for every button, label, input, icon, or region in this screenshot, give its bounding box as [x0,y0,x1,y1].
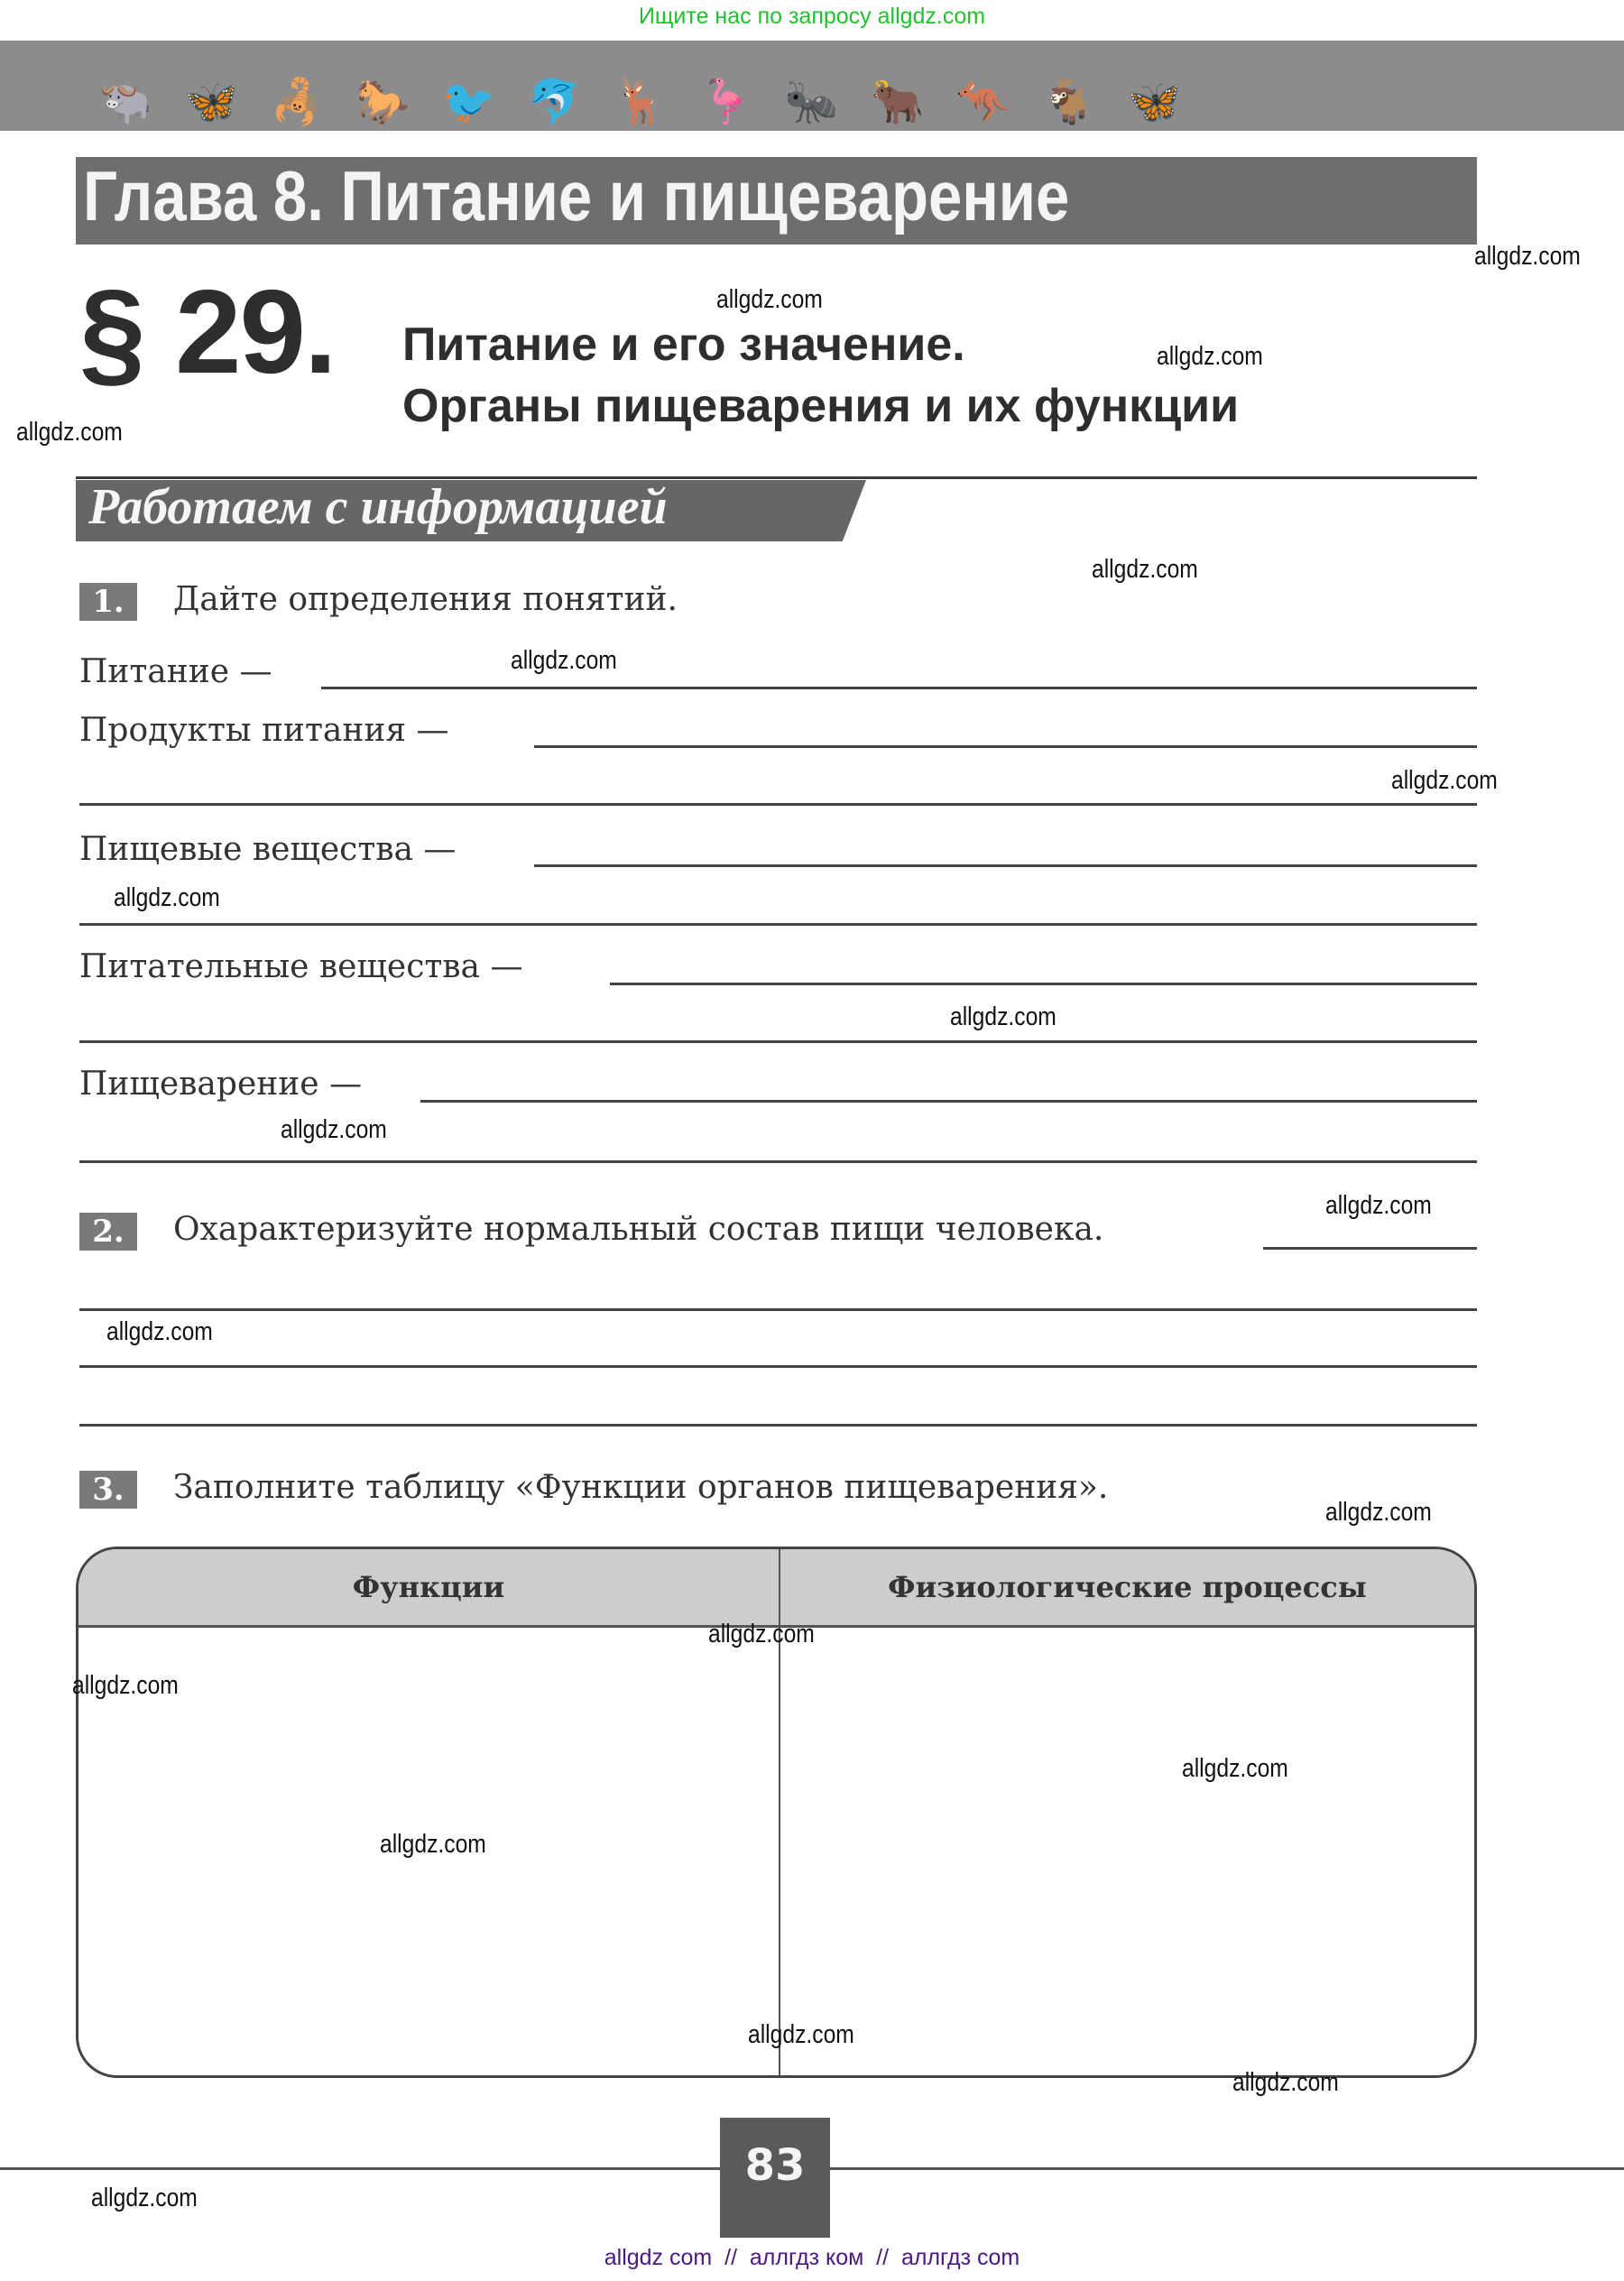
term-nutrition: Питание — [79,653,272,690]
butterfly-icon: 🦋 [1127,77,1182,127]
term-digestion: Пищеварение — [79,1066,362,1103]
animal-header-strip [0,41,1624,131]
task-3-badge: 3. [79,1471,137,1509]
answer-line[interactable] [420,1100,1477,1103]
task-1-badge: 1. [79,583,137,621]
answer-line[interactable] [79,1308,1477,1311]
watermark: allgdz.com [72,1671,179,1700]
answer-line[interactable] [79,923,1477,926]
table-header-processes: Физиологические процессы [888,1570,1367,1604]
answer-line[interactable] [79,1424,1477,1427]
watermark: allgdz.com [1325,1191,1432,1220]
task-2-badge: 2. [79,1213,137,1251]
paragraph-title-line2: Органы пищеварения и их функции [402,380,1240,432]
watermark: allgdz.com [380,1830,486,1859]
watermark: allgdz.com [1092,555,1198,584]
watermark: allgdz.com [1232,2068,1339,2097]
watermark: allgdz.com [1182,1754,1288,1783]
answer-line[interactable] [610,983,1477,985]
horse-icon: 🐎 [355,77,411,127]
bottom-site-note: allgdz com // аллгдз ком // аллгдз com [604,2245,1020,2270]
watermark: allgdz.com [1474,242,1581,271]
task-3-text: Заполните таблицу «Функции органов пищеварения». [173,1469,1109,1506]
watermark: allgdz.com [281,1115,387,1144]
section-banner-title: Работаем с информацией [88,479,668,535]
term-food-products: Продукты питания — [79,712,449,749]
task-1-text: Дайте определения понятий. [173,581,678,618]
watermark: allgdz.com [950,1002,1057,1031]
table-header-row [78,1549,1474,1628]
answer-line[interactable] [79,1160,1477,1163]
answer-line[interactable] [79,1040,1477,1043]
answer-line[interactable] [534,864,1477,867]
paragraph-title-line1: Питание и его значение. [402,319,965,371]
paragraph-number: § 29. [79,265,336,398]
insect-icon: 🐜 [784,77,839,127]
watermark: allgdz.com [1391,766,1498,795]
watermark: allgdz.com [91,2184,198,2212]
watermark: allgdz.com [511,646,617,675]
dolphin-icon: 🐬 [527,77,582,127]
watermark: allgdz.com [106,1317,213,1346]
watermark: allgdz.com [716,285,823,314]
term-nutrients: Питательные вещества — [79,948,523,985]
watermark: allgdz.com [16,418,123,447]
bird-icon: 🐦 [441,77,496,127]
bison-icon: 🐃 [98,77,153,127]
scorpion-icon: 🦂 [270,77,325,127]
butterfly-icon: 🦋 [184,77,239,127]
term-food-substances: Пищевые вещества — [79,831,457,868]
moose-icon: 🦌 [613,77,668,127]
watermark: allgdz.com [708,1620,815,1648]
answer-line[interactable] [321,687,1477,689]
page-number: 83 [744,2140,806,2191]
task-2-text: Охарактеризуйте нормальный состав пищи человека. [173,1211,1104,1248]
answer-line[interactable] [79,803,1477,806]
kangaroo-icon: 🦘 [955,77,1010,127]
table-cell-processes[interactable] [780,1628,1474,2074]
watermark: allgdz.com [114,883,220,912]
watermark: allgdz.com [1325,1498,1432,1527]
answer-line[interactable] [534,745,1477,748]
watermark: allgdz.com [1157,342,1263,371]
watermark: allgdz.com [748,2020,854,2049]
answer-line[interactable] [79,1365,1477,1368]
table-header-functions: Функции [352,1570,505,1604]
chapter-title: Глава 8. Питание и пищеварение [83,156,1070,235]
heron-icon: 🦩 [698,77,753,127]
bull-icon: 🐂 [870,77,925,127]
antelope-icon: 🐐 [1041,77,1096,127]
answer-line[interactable] [1263,1247,1477,1250]
top-search-note: Ищите нас по запросу allgdz.com [638,4,986,29]
